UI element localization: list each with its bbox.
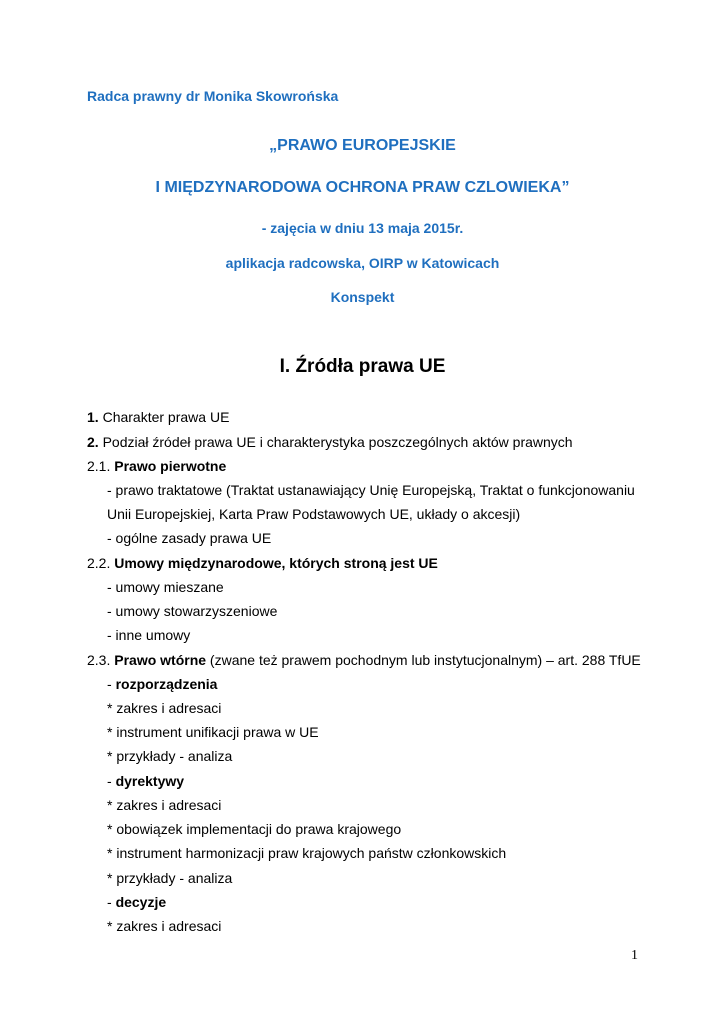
list-item [107, 797, 221, 814]
list-item [107, 821, 401, 838]
course-line: aplikacja radcowska, OIRP w Katowicach [225, 255, 500, 271]
subsection-2-2 [87, 555, 438, 572]
item-text: - umowy mieszane [107, 579, 224, 595]
item-text: * zakres i adresaci [107, 700, 222, 716]
item-text: - ogólne zasady prawa UE [107, 530, 272, 546]
item-text: * przykłady - analiza [107, 870, 233, 886]
list-item [107, 894, 166, 911]
subsection-number: 2.3. [87, 652, 115, 668]
item-text: Charakter prawa UE [98, 409, 230, 425]
subsection-number: 2.2. [87, 555, 115, 571]
date-line: - zajęcia w dniu 13 maja 2015r. [261, 220, 464, 236]
title-line-2: I MIĘDZYNARODOWA OCHRONA PRAW CZLOWIEKA” [155, 179, 570, 196]
list-item-1 [87, 409, 229, 426]
item-number: 1. [87, 409, 99, 425]
subsection-title: Umowy międzynarodowe, których stroną jest UE [114, 555, 438, 571]
item-text: * zakres i adresaci [107, 918, 222, 934]
subsection-title: Prawo wtórne [114, 652, 207, 668]
list-item [107, 482, 635, 499]
list-item [107, 773, 184, 790]
title-line-1: „PRAWO EUROPEJSKIE [269, 137, 456, 154]
list-item [107, 748, 232, 765]
item-text: Podział źródeł prawa UE i charakterystyka poszczególnych aktów prawnych [98, 434, 573, 450]
item-text: - inne umowy [107, 627, 191, 643]
item-dash: - [107, 894, 116, 910]
list-item [107, 845, 506, 862]
author-line: Radca prawny dr Monika Skowrońska [87, 88, 339, 104]
item-text: * zakres i adresaci [107, 797, 222, 813]
item-bold-text: dyrektywy [115, 773, 185, 789]
list-item [107, 530, 271, 547]
item-text: Unii Europejskiej, Karta Praw Podstawowych UE, układy o akcesji) [107, 506, 521, 522]
item-text: * przykłady - analiza [107, 748, 233, 764]
subsection-2-3 [87, 652, 641, 669]
subsection-title: Prawo pierwotne [114, 458, 227, 474]
list-item [107, 579, 224, 596]
list-item-2 [87, 434, 573, 451]
item-dash: - [107, 676, 116, 692]
item-text: - prawo traktatowe (Traktat ustanawiający Unię Europejską, Traktat o funkcjonowaniu [107, 482, 635, 498]
item-text: * obowiązek implementacji do prawa krajowego [107, 821, 402, 837]
subsection-number: 2.1. [87, 458, 115, 474]
list-item [107, 870, 232, 887]
section-heading: I. Źródła prawa UE [279, 356, 446, 377]
page-number: 1 [631, 948, 638, 963]
list-item [107, 506, 520, 523]
list-item [107, 627, 190, 644]
list-item [107, 700, 221, 717]
list-item [107, 676, 217, 693]
subsection-description: (zwane też prawem pochodnym lub instytucjonalnym) – art. 288 TfUE [206, 652, 641, 668]
item-number: 2. [87, 434, 99, 450]
item-bold-text: decyzje [115, 894, 167, 910]
item-text: - umowy stowarzyszeniowe [107, 603, 278, 619]
list-item [107, 724, 319, 741]
item-dash: - [107, 773, 116, 789]
item-text: * instrument unifikacji prawa w UE [107, 724, 319, 740]
subsection-2-1 [87, 458, 226, 475]
document-type: Konspekt [330, 289, 395, 305]
item-bold-text: rozporządzenia [115, 676, 218, 692]
item-text: * instrument harmonizacji praw krajowych państw członkowskich [107, 845, 507, 861]
list-item [107, 603, 277, 620]
list-item [107, 918, 221, 935]
